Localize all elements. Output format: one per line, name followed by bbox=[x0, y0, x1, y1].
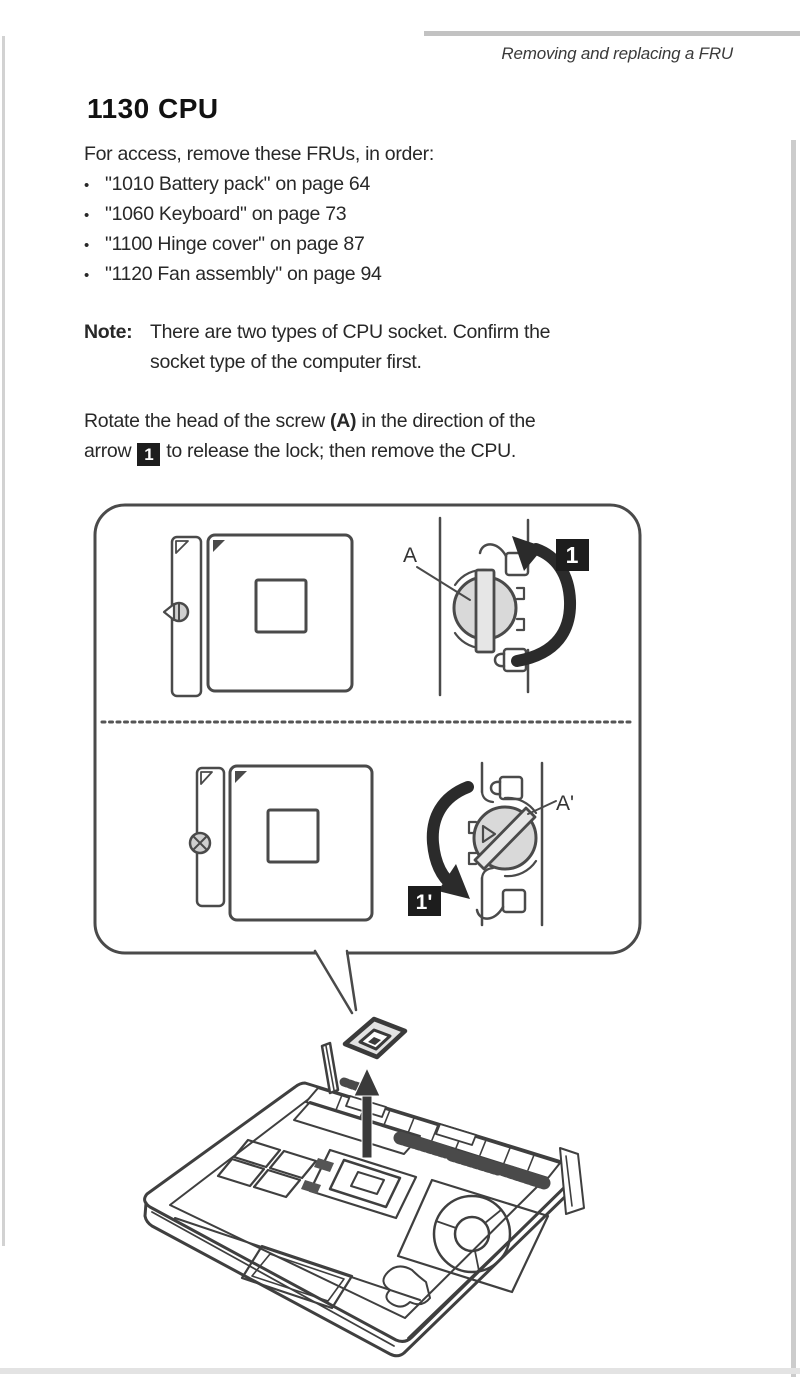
list-item: • "1100 Hinge cover" on page 87 bbox=[84, 233, 365, 255]
cam-screw-icon bbox=[190, 833, 210, 853]
figure-illustration bbox=[0, 480, 800, 1377]
laptop-illustration bbox=[145, 1043, 584, 1356]
label-a-prime: A' bbox=[556, 792, 575, 815]
label-a-ref: (A) bbox=[330, 410, 357, 432]
callout-pointer bbox=[315, 947, 356, 1013]
scan-artifact-top bbox=[424, 31, 800, 36]
step-1-prime-badge-text: 1' bbox=[415, 891, 433, 914]
step-1-badge-text: 1 bbox=[565, 542, 579, 568]
cpu-chip bbox=[345, 1019, 405, 1057]
list-item: • "1010 Battery pack" on page 64 bbox=[84, 173, 370, 195]
step-1-badge-inline: 1 bbox=[137, 443, 160, 466]
note-line1: There are two types of CPU socket. Confirm the bbox=[150, 321, 551, 343]
note-line2: socket type of the computer first. bbox=[150, 351, 422, 373]
bullet-icon: • bbox=[84, 177, 89, 194]
bullet-icon: • bbox=[84, 207, 89, 224]
list-item: • "1060 Keyboard" on page 73 bbox=[84, 203, 347, 225]
label-a: A bbox=[403, 544, 418, 567]
bullet-icon: • bbox=[84, 237, 89, 254]
bullet-icon: • bbox=[84, 267, 89, 284]
note-label: Note: bbox=[84, 321, 133, 343]
screw-a-slot bbox=[476, 570, 494, 652]
intro-line: For access, remove these FRUs, in order: bbox=[84, 143, 434, 165]
instruction-line2: arrow 1 to release the lock; then remove the CPU. bbox=[84, 440, 516, 464]
instruction-line1: Rotate the head of the screw (A) in the direction of the bbox=[84, 410, 536, 432]
running-header: Removing and replacing a FRU bbox=[501, 44, 733, 63]
list-item: • "1120 Fan assembly" on page 94 bbox=[84, 263, 382, 285]
page-title: 1130 CPU bbox=[87, 93, 219, 124]
